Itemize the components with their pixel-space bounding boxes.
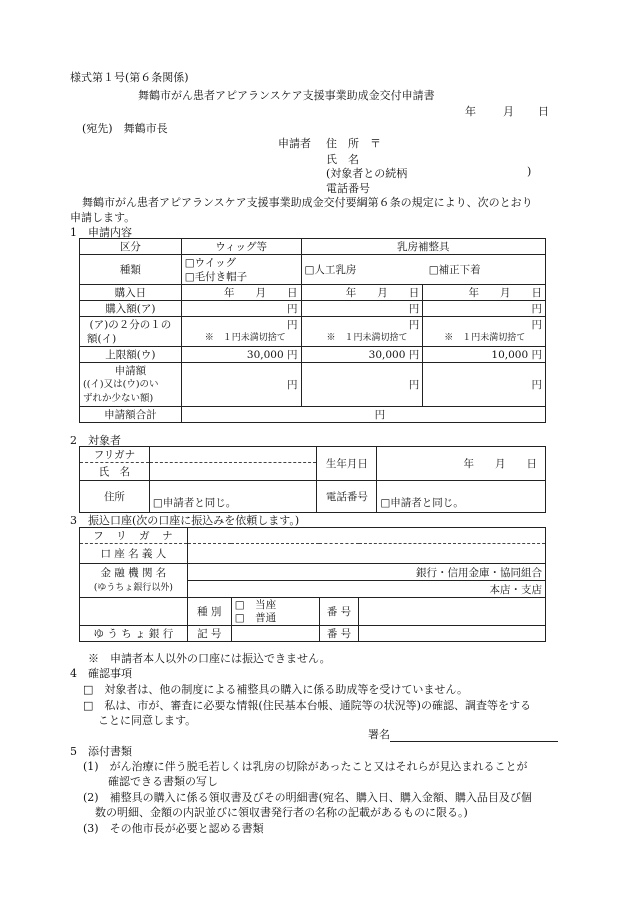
subject-birthdate-label: 生年月日 <box>317 447 377 481</box>
bank-kind-spacer <box>80 598 188 626</box>
addressee: (宛先) 舞鶴市長 <box>82 122 168 135</box>
subject-name-field[interactable] <box>149 463 317 481</box>
subject-name-label: 氏 名 <box>80 463 150 481</box>
purchase-date-wig[interactable]: 年 月 日 <box>181 285 301 301</box>
row-limit: 上限額(ウ) <box>80 347 182 363</box>
row-request-amount: 申請額 ((イ)又は(ウ)のい ずれか少ない額) <box>80 363 182 407</box>
option-current[interactable]: □ 当座 <box>234 598 277 611</box>
applicant-relation-close: ) <box>527 165 532 178</box>
half-amount-wig[interactable]: 円 ※ １円未満切捨て <box>181 317 301 347</box>
signature-field[interactable] <box>390 729 558 742</box>
purchase-amount-underwear[interactable]: 円 <box>423 301 546 317</box>
half-amount-artificial[interactable]: 円 ※ １円未満切捨て <box>301 317 423 347</box>
section4-title: 4 確認事項 <box>70 667 132 680</box>
attachment-1: (1) がん治療に伴う脱毛若しくは乳房の切除があったこと又はそれらが見込まれることが <box>83 760 528 773</box>
signature-line[interactable] <box>368 726 558 742</box>
option-corrective-underwear[interactable]: □補正下着 <box>423 255 546 285</box>
yucho-label: ゆ う ち ょ 銀 行 <box>80 626 188 642</box>
row-purchase-amount: 購入額(ア) <box>80 301 182 317</box>
half-amount-underwear[interactable]: 円 ※ １円未満切捨て <box>423 317 546 347</box>
signature-label: 署名 <box>368 728 390 741</box>
row-half-amount: (ア)の２分の１の 額(イ) <box>80 317 182 347</box>
attachment-2: (2) 補整具の購入に係る領収書及びその明細書(宛名、購入日、購入金額、購入品目及び個 <box>83 791 532 804</box>
subject-furigana-field[interactable] <box>149 447 317 463</box>
yucho-symbol-label: 記 号 <box>187 626 231 642</box>
bank-furigana-field[interactable] <box>187 528 545 544</box>
confirm-item-2-cont: ことに同意します。 <box>98 714 197 727</box>
bank-name-field[interactable]: 銀行・信用金庫・協同組合 <box>187 564 545 581</box>
yucho-number-label: 番 号 <box>319 626 359 642</box>
applicant-name-label[interactable]: 氏 名 <box>326 153 359 166</box>
account-number-label: 番 号 <box>319 598 359 626</box>
confirm-item-1[interactable]: □ 対象者は、他の制度による補整具の購入に係る助成等を受けていません。 <box>83 683 469 696</box>
request-amount-underwear[interactable]: 円 <box>423 363 546 407</box>
section1-title: 1 申請内容 <box>70 226 132 239</box>
bank-holder-label: 口 座 名 義 人 <box>80 544 188 564</box>
limit-artificial: 30,000 円 <box>301 347 423 363</box>
request-amount-artificial[interactable]: 円 <box>301 363 423 407</box>
date-month: 月 <box>503 105 514 118</box>
subject-address-label: 住所 <box>80 481 150 513</box>
bank-furigana-label: フ リ ガ ナ <box>80 528 188 544</box>
bank-name-label: 金 融 機 関 名 (ゆうちょ銀行以外) <box>80 564 188 598</box>
row-purchase-date: 購入日 <box>80 285 182 301</box>
subject-phone-same[interactable]: □申請者と同じ。 <box>377 481 546 513</box>
account-kind-options[interactable] <box>231 598 319 626</box>
applicant-phone-label[interactable]: 電話番号 <box>326 182 370 195</box>
bank-account-table <box>79 527 546 642</box>
col-breast: 乳房補整具 <box>301 239 546 255</box>
intro-line-2: 申請します。 <box>70 211 136 224</box>
bank-note: ※ 申請者本人以外の口座には振込できません。 <box>88 652 331 665</box>
option-artificial-breast[interactable]: □人工乳房 <box>301 255 423 285</box>
subject-phone-label: 電話番号 <box>317 481 377 513</box>
subject-address-same[interactable]: □申請者と同じ。 <box>149 481 317 513</box>
yucho-symbol-field[interactable] <box>231 626 319 642</box>
request-content-table <box>79 238 546 423</box>
attachment-2-cont: 数の明細、金額の内訳並びに領収書発行者の名称の記載があるものに限る。) <box>95 806 468 819</box>
confirm-item-2[interactable]: □ 私は、市が、審査に必要な情報(住民基本台帳、通院等の状況等)の確認、調査等をする <box>83 699 531 712</box>
yucho-number-field[interactable] <box>359 626 546 642</box>
subject-table <box>79 446 546 513</box>
subject-birthdate-field[interactable]: 年 月 日 <box>377 447 546 481</box>
limit-underwear: 10,000 円 <box>423 347 546 363</box>
option-hair-cap[interactable]: □毛付き帽子 <box>184 270 248 283</box>
purchase-amount-wig[interactable]: 円 <box>181 301 301 317</box>
section5-title: 5 添付書類 <box>70 745 132 758</box>
account-kind-label: 種 別 <box>187 598 231 626</box>
date-day: 日 <box>538 105 549 118</box>
row-type: 種類 <box>80 255 182 285</box>
intro-line-1: 舞鶴市がん患者アピアランスケア支援事業助成金交付要綱第６条の規定により、次のとおり <box>82 196 533 209</box>
request-amount-wig[interactable]: 円 <box>181 363 301 407</box>
attachment-1-cont: 確認できる書類の写し <box>108 775 218 788</box>
applicant-relation-label[interactable]: (対象者との続柄 <box>326 167 408 180</box>
section3-title: 3 振込口座(次の口座に振込みを依頼します。) <box>70 514 300 527</box>
row-total: 申請額合計 <box>80 407 182 423</box>
total-amount[interactable]: 円 <box>181 407 545 423</box>
applicant-address-label[interactable]: 住 所 〒 <box>326 137 381 150</box>
branch-name-field[interactable]: 本店・支店 <box>187 581 545 598</box>
col-category: 区分 <box>80 239 182 255</box>
option-wig[interactable]: □ウイッグ <box>184 256 237 269</box>
account-number-field[interactable] <box>359 598 546 626</box>
purchase-date-artificial[interactable]: 年 月 日 <box>301 285 423 301</box>
subject-furigana-label: フリガナ <box>80 447 150 463</box>
col-wig: ウィッグ等 <box>181 239 301 255</box>
bank-holder-field[interactable] <box>187 544 545 564</box>
limit-wig: 30,000 円 <box>181 347 301 363</box>
attachment-3: (3) その他市長が必要と認める書類 <box>83 822 264 835</box>
purchase-amount-artificial[interactable]: 円 <box>301 301 423 317</box>
applicant-label: 申請者 <box>278 137 311 150</box>
form-number: 様式第１号(第６条関係) <box>70 71 189 84</box>
section2-title: 2 対象者 <box>70 434 121 447</box>
purchase-date-underwear[interactable]: 年 月 日 <box>423 285 546 301</box>
date-year: 年 <box>465 105 476 118</box>
form-title: 舞鶴市がん患者アピアランスケア支援事業助成金交付申請書 <box>138 89 435 102</box>
option-ordinary[interactable]: □ 普通 <box>234 611 277 624</box>
